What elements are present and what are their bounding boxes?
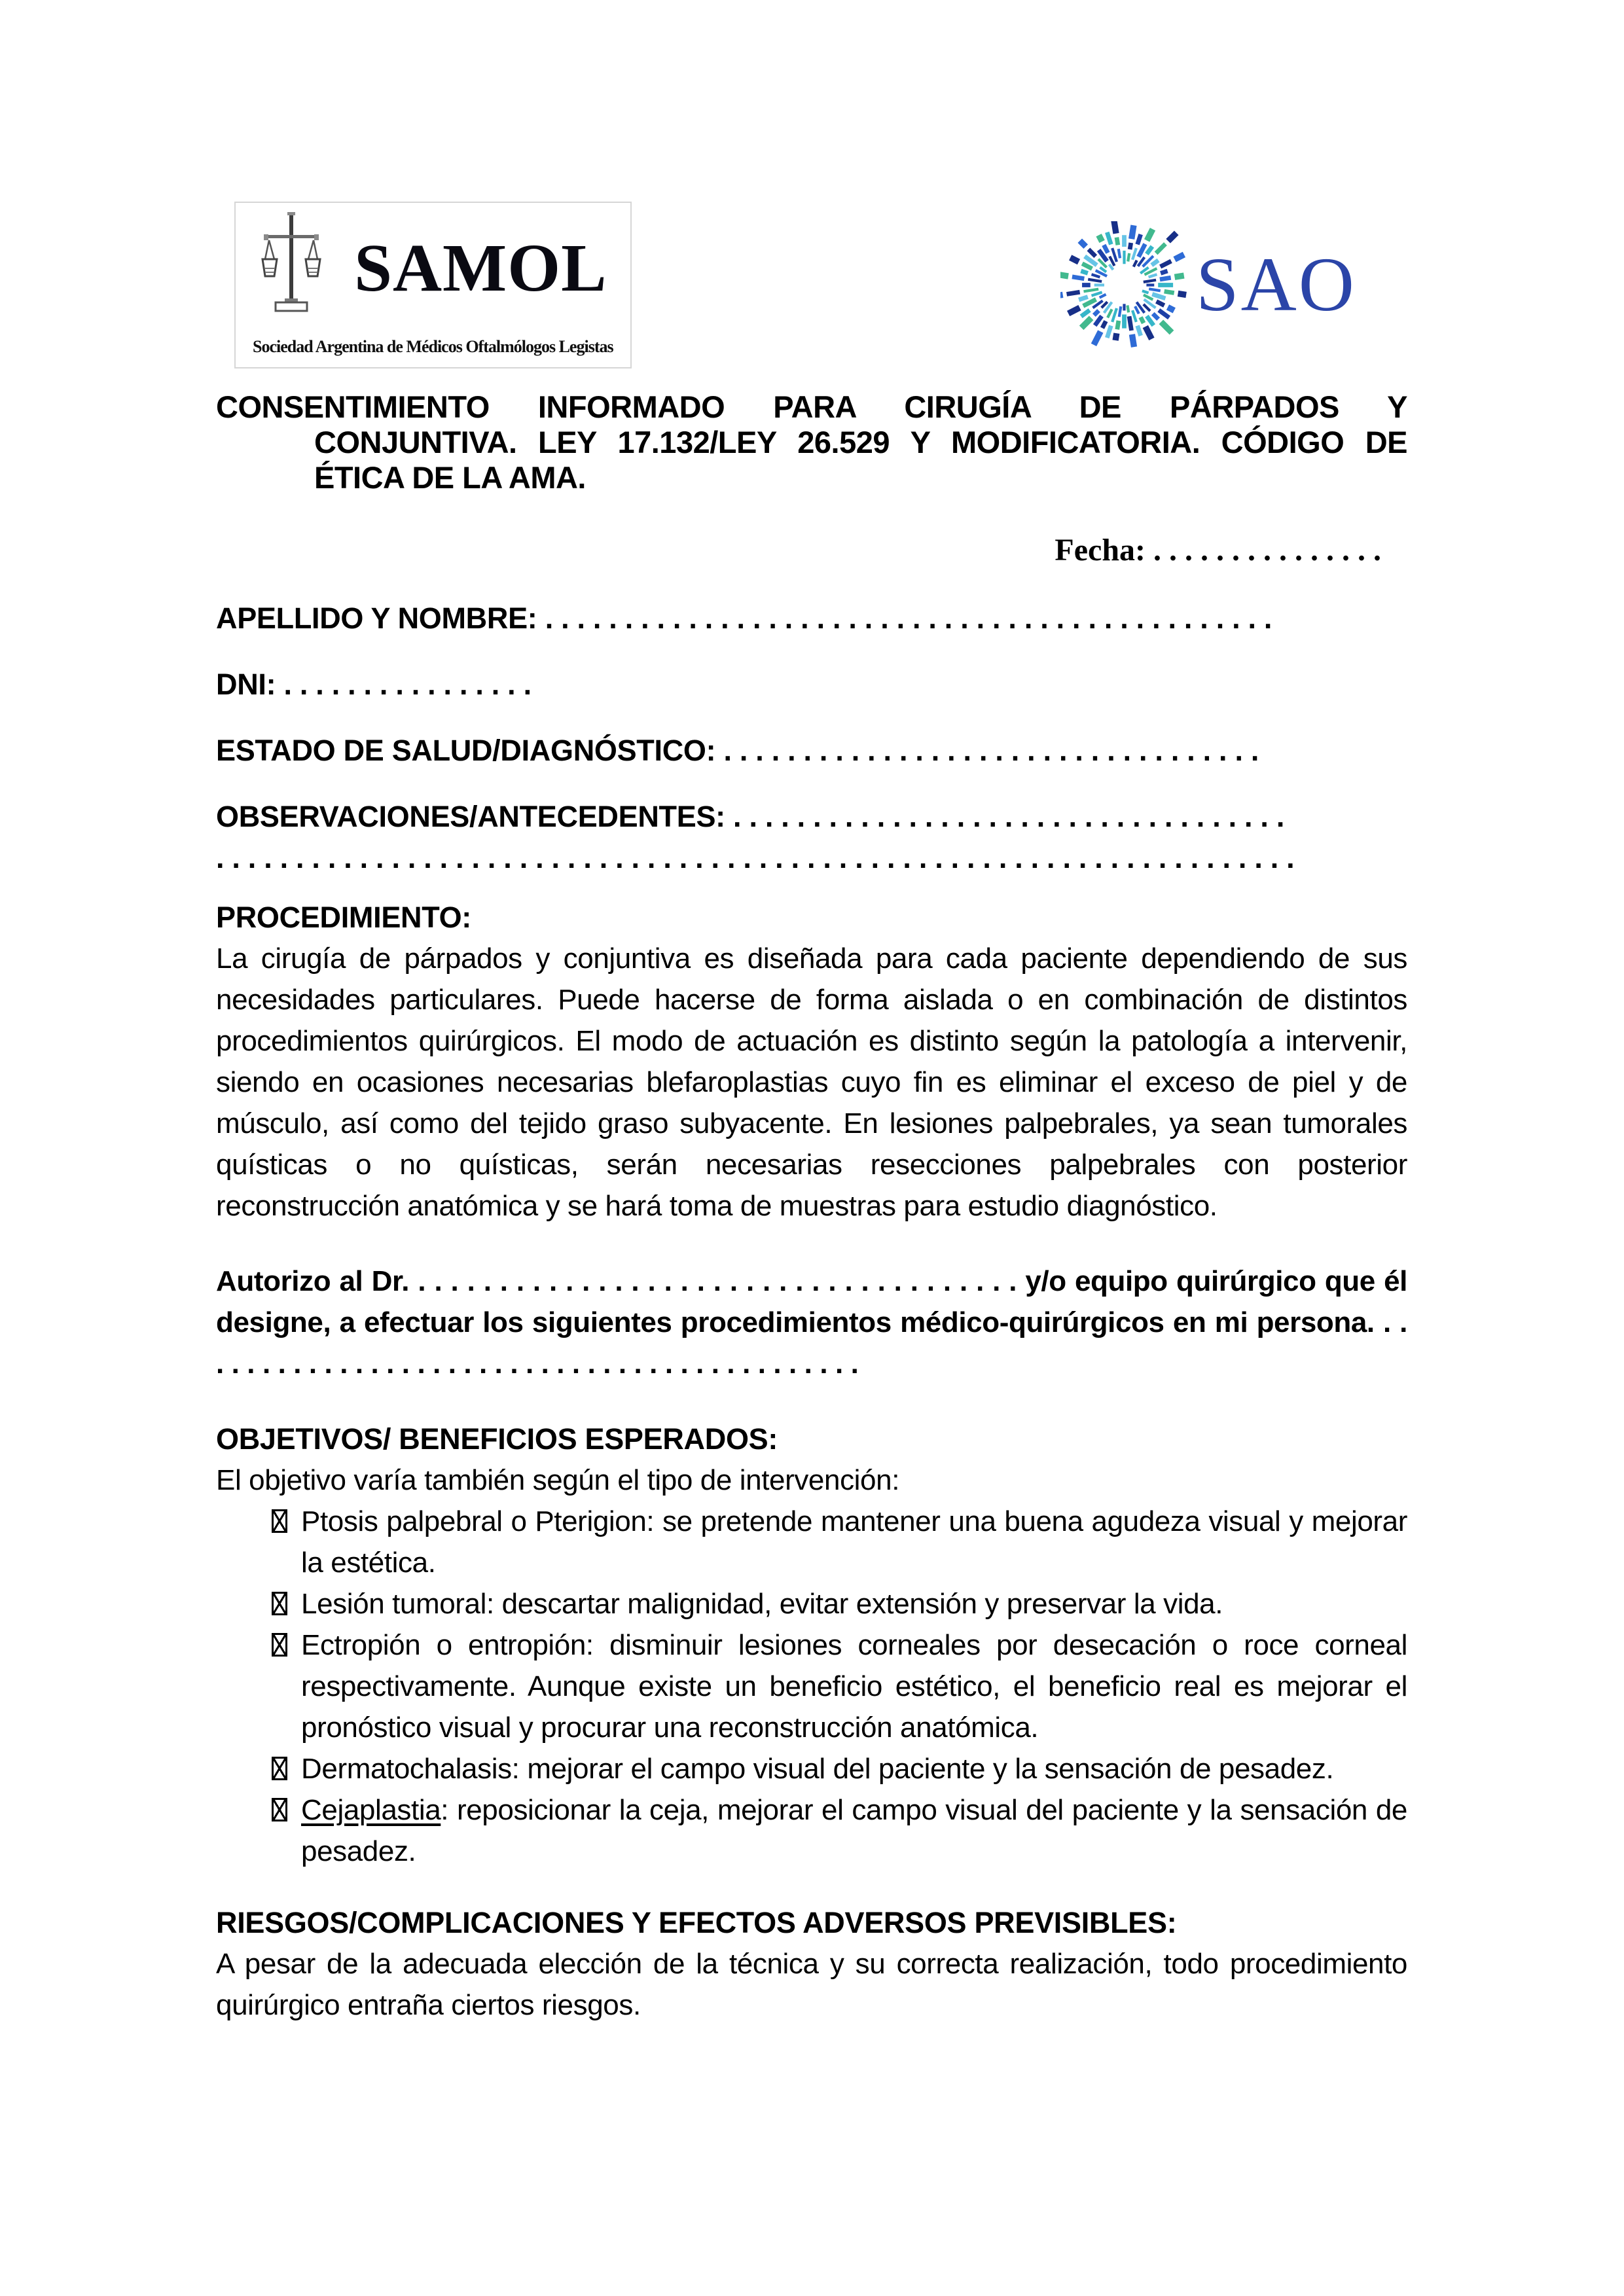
document-title: [216, 389, 1407, 495]
title-line: CONSENTIMIENTO INFORMADO PARA CIRUGÍA DE PÁRPADOS Y: [216, 389, 1407, 424]
procedure-body: La cirugía de párpados y conjuntiva es diseñada para cada paciente dependiendo de sus necesidades particulares. Puede hacerse de forma aislada o en combinación de distintos procedimientos quirúrgicos. El modo de actuación es distinto según la patología a intervenir, siendo en ocasiones necesarias blefaroplastias cuyo fin es eliminar el exceso de piel y de músculo, así como del tejido graso subyacente. En lesiones palpebrales, ya sean tumorales quísticas o no quísticas, serán necesarias resecciones palpebrales con posterior reconstrucción anatómica y se hará toma de muestras para estudio diagnóstico.: [216, 942, 1407, 1222]
date-label: Fecha:: [1055, 533, 1146, 567]
dni-field: [216, 664, 1407, 705]
samol-subtitle: Sociedad Argentina de Médicos Oftalmólogos Legistas: [253, 336, 613, 356]
objectives-heading: OBJETIVOS/ BENEFICIOS ESPERADOS:: [216, 1422, 778, 1456]
title-line: CONJUNTIVA. LEY 17.132/LEY 26.529 Y MODIFICATORIA. CÓDIGO DE: [314, 425, 1407, 459]
sao-starburst-icon: [1060, 221, 1188, 349]
checkbox-glyph-icon: [272, 1798, 287, 1821]
authorization-paragraph: [216, 1261, 1407, 1384]
list-item: Cejaplastia: reposicionar la ceja, mejorar el campo visual del paciente y la sensación de pesadez.: [216, 1789, 1407, 1872]
procedure-heading: PROCEDIMIENTO:: [216, 901, 471, 934]
letterhead: [216, 187, 1407, 383]
patient-fields: [216, 598, 1407, 878]
samol-logo: [234, 202, 632, 368]
name-field: [216, 598, 1407, 639]
dni-label: DNI:: [216, 668, 276, 701]
health-status-dotted-line: . . . . . . . . . . . . . . . . . . . . . . . . . . . . . . . . . .: [723, 734, 1259, 767]
observations-field: [216, 796, 1407, 878]
doctor-name-dotted-line: . . . . . . . . . . . . . . . . . . . . . . . . . . . . . . . . . . . . . .: [401, 1265, 1017, 1297]
risks-body: A pesar de la adecuada elección de la técnica y su correcta realización, todo procedimiento quirúrgico entraña ciertos riesgos.: [216, 1948, 1407, 2021]
cejaplastia-underlined-term: Cejaplastia: [301, 1794, 441, 1826]
name-dotted-line: . . . . . . . . . . . . . . . . . . . . . . . . . . . . . . . . . . . . . . . . . . . . . .: [545, 601, 1272, 635]
checkbox-glyph-icon: [272, 1757, 287, 1780]
dni-dotted-line: . . . . . . . . . . . . . . . .: [283, 668, 532, 701]
section-risks: [216, 1902, 1407, 2026]
list-item: Dermatochalasis: mejorar el campo visual del paciente y la sensación de pesadez.: [216, 1748, 1407, 1789]
name-label: APELLIDO Y NOMBRE:: [216, 601, 537, 635]
samol-wordmark: SAMOL: [354, 230, 607, 306]
observations-dotted-line-2: . . . . . . . . . . . . . . . . . . . . . . . . . . . . . . . . . . . . . . . . . . . . . . . . . . . . . . . . . . . . . . . . . . . .: [216, 841, 1295, 874]
list-item: Ectropión o entropión: disminuir lesiones corneales por desecación o roce corneal respectivamente. Aunque existe un beneficio estético, el beneficio real es mejorar el pronóstico visual y procurar una reconstrucción anatómica.: [216, 1624, 1407, 1748]
observations-label: OBSERVACIONES/ANTECEDENTES:: [216, 800, 725, 833]
health-status-label: ESTADO DE SALUD/DIAGNÓSTICO:: [216, 734, 716, 767]
checkbox-glyph-icon: [272, 1633, 287, 1657]
sao-wordmark: SAO: [1195, 242, 1356, 327]
authorization-text: y/o equipo quirúrgico que él designe, a efectuar los siguientes procedimientos médico-quirúrgicos en mi persona.: [216, 1265, 1407, 1338]
health-status-field: [216, 730, 1407, 771]
objectives-intro: El objetivo varía también según el tipo de intervención:: [216, 1464, 900, 1496]
date-field: [216, 532, 1407, 569]
section-procedure: [216, 897, 1407, 1227]
procedures-dotted-line: . . . . . . . . . . . . . . . . . . . . . . . . . . . . . . . . . . . . . . . . . . . .: [216, 1306, 1407, 1380]
checkbox-glyph-icon: [272, 1509, 287, 1533]
date-dotted-line: . . . . . . . . . . . . . . .: [1153, 533, 1381, 567]
checkbox-glyph-icon: [272, 1592, 287, 1615]
objectives-list: [216, 1501, 1407, 1872]
list-item: Lesión tumoral: descartar malignidad, evitar extensión y preservar la vida.: [216, 1583, 1407, 1624]
observations-dotted-line: . . . . . . . . . . . . . . . . . . . . . . . . . . . . . . . . . . .: [733, 800, 1285, 833]
section-objectives: [216, 1418, 1407, 1872]
sao-logo: [1060, 221, 1356, 349]
risks-heading: RIESGOS/COMPLICACIONES Y EFECTOS ADVERSOS PREVISIBLES:: [216, 1906, 1177, 1939]
list-item: Ptosis palpebral o Pterigion: se pretende mantener una buena agudeza visual y mejorar la estética.: [216, 1501, 1407, 1583]
scales-of-justice-icon: [259, 211, 324, 327]
authorization-prefix: Autorizo al Dr: [216, 1265, 402, 1297]
title-line: ÉTICA DE LA AMA.: [314, 460, 586, 495]
